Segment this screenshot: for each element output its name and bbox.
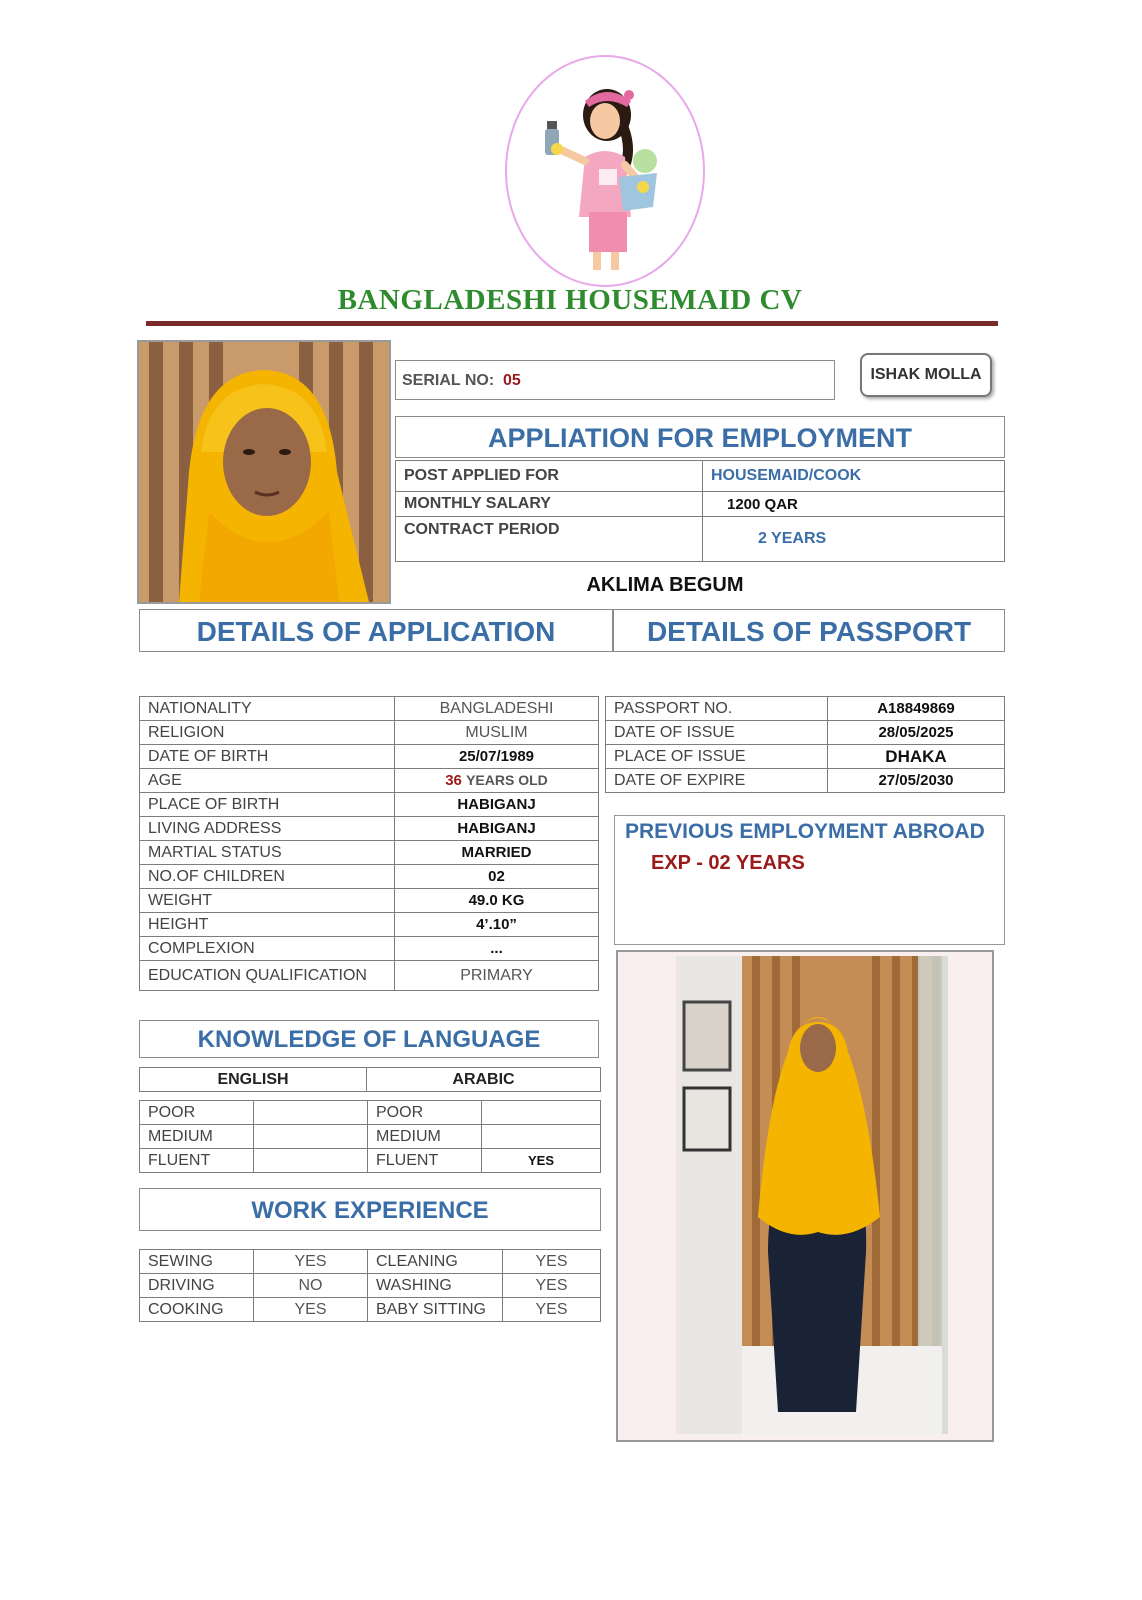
post-label: POST APPLIED FOR <box>396 461 703 492</box>
skill-label: BABY SITTING <box>368 1298 503 1322</box>
previous-employment-box <box>614 815 1005 945</box>
detail-value: HABIGANJ <box>395 793 599 817</box>
detail-label: WEIGHT <box>140 889 395 913</box>
detail-label: NO.OF CHILDREN <box>140 865 395 889</box>
table-row <box>606 697 1005 721</box>
language-heading-text: KNOWLEDGE OF LANGUAGE <box>197 1026 541 1053</box>
detail-label: NATIONALITY <box>140 697 395 721</box>
language-column-english: ENGLISH <box>140 1068 367 1092</box>
language-level: POOR <box>368 1101 482 1125</box>
detail-label: AGE <box>140 769 395 793</box>
table-row <box>140 913 599 937</box>
table-row <box>140 1250 601 1274</box>
previous-employment-heading: PREVIOUS EMPLOYMENT ABROAD <box>625 820 985 843</box>
detail-value: 4’.10” <box>395 913 599 937</box>
skill-label: DRIVING <box>140 1274 254 1298</box>
skill-label: CLEANING <box>368 1250 503 1274</box>
detail-value: MUSLIM <box>395 721 599 745</box>
contract-label: CONTRACT PERIOD <box>396 517 703 562</box>
skill-value: YES <box>503 1250 601 1274</box>
language-level: FLUENT <box>368 1149 482 1173</box>
work-experience-heading <box>139 1188 601 1231</box>
passport-value: A18849869 <box>828 697 1005 721</box>
passport-value: 28/05/2025 <box>828 721 1005 745</box>
table-row <box>396 492 1005 517</box>
detail-value: 02 <box>395 865 599 889</box>
table-row <box>140 1068 601 1092</box>
serial-box <box>395 360 835 400</box>
passport-label: PLACE OF ISSUE <box>606 745 828 769</box>
passport-table <box>605 696 1005 793</box>
portrait-photo <box>137 340 391 604</box>
title-divider <box>146 321 998 326</box>
detail-label: DATE OF BIRTH <box>140 745 395 769</box>
language-level: MEDIUM <box>140 1125 254 1149</box>
work-experience-heading-text: WORK EXPERIENCE <box>251 1197 489 1224</box>
housemaid-logo-icon <box>507 57 703 285</box>
arabic-value <box>482 1101 601 1125</box>
table-row <box>140 1298 601 1322</box>
language-heading <box>139 1020 599 1058</box>
contract-value: 2 YEARS <box>703 517 1005 562</box>
table-row <box>140 769 599 793</box>
table-row <box>396 461 1005 492</box>
detail-value: HABIGANJ <box>395 817 599 841</box>
agent-name-badge <box>860 353 992 397</box>
full-body-photo <box>616 950 994 1442</box>
detail-label: MARTIAL STATUS <box>140 841 395 865</box>
details-application-heading <box>139 609 613 652</box>
passport-label: DATE OF EXPIRE <box>606 769 828 793</box>
skill-label: WASHING <box>368 1274 503 1298</box>
table-row <box>140 1149 601 1173</box>
skill-value: YES <box>254 1298 368 1322</box>
table-row <box>140 745 599 769</box>
employment-table <box>395 460 1005 562</box>
table-row <box>140 937 599 961</box>
skill-label: COOKING <box>140 1298 254 1322</box>
detail-label: EDUCATION QUALIFICATION <box>140 961 395 991</box>
table-row <box>140 817 599 841</box>
agent-name: ISHAK MOLLA <box>870 366 982 383</box>
table-row <box>396 517 1005 562</box>
serial-value: 05 <box>503 372 521 389</box>
skill-value: YES <box>503 1274 601 1298</box>
detail-value: PRIMARY <box>395 961 599 991</box>
details-application-text: DETAILS OF APPLICATION <box>196 616 556 647</box>
table-row <box>140 793 599 817</box>
table-row <box>140 1125 601 1149</box>
detail-value: 25/07/1989 <box>395 745 599 769</box>
details-table <box>139 696 599 991</box>
age-unit: YEARS OLD <box>466 772 548 788</box>
detail-label: PLACE OF BIRTH <box>140 793 395 817</box>
detail-value: ... <box>395 937 599 961</box>
detail-label: COMPLEXION <box>140 937 395 961</box>
arabic-value: YES <box>482 1149 601 1173</box>
table-row <box>606 745 1005 769</box>
table-row <box>140 865 599 889</box>
detail-value: 49.0 KG <box>395 889 599 913</box>
language-level: FLUENT <box>140 1149 254 1173</box>
full-body-image-icon <box>618 952 992 1440</box>
detail-value: BANGLADESHI <box>395 697 599 721</box>
candidate-name: AKLIMA BEGUM <box>586 574 744 596</box>
table-row <box>140 889 599 913</box>
passport-value: 27/05/2030 <box>828 769 1005 793</box>
employment-heading-text: APPLIATION FOR EMPLOYMENT <box>488 423 912 453</box>
table-row <box>140 697 599 721</box>
document-title: BANGLADESHI HOUSEMAID CV <box>337 284 803 316</box>
detail-label: RELIGION <box>140 721 395 745</box>
language-table <box>139 1100 601 1173</box>
age-cell <box>395 769 599 793</box>
language-columns <box>139 1067 601 1092</box>
post-value: HOUSEMAID/COOK <box>703 461 1005 492</box>
passport-value: DHAKA <box>828 745 1005 769</box>
skill-value: NO <box>254 1274 368 1298</box>
skill-value: YES <box>254 1250 368 1274</box>
language-level: MEDIUM <box>368 1125 482 1149</box>
skill-label: SEWING <box>140 1250 254 1274</box>
portrait-image-icon <box>139 342 389 602</box>
language-column-arabic: ARABIC <box>367 1068 601 1092</box>
language-level: POOR <box>140 1101 254 1125</box>
table-row <box>606 769 1005 793</box>
table-row <box>140 961 599 991</box>
detail-label: LIVING ADDRESS <box>140 817 395 841</box>
table-row <box>140 721 599 745</box>
work-experience-table <box>139 1249 601 1322</box>
details-passport-text: DETAILS OF PASSPORT <box>646 616 972 647</box>
salary-label: MONTHLY SALARY <box>396 492 703 517</box>
table-row <box>140 841 599 865</box>
table-row <box>140 1274 601 1298</box>
english-value <box>254 1125 368 1149</box>
detail-label: HEIGHT <box>140 913 395 937</box>
serial-label: SERIAL NO: <box>402 372 495 389</box>
arabic-value <box>482 1125 601 1149</box>
salary-value: 1200 QAR <box>703 492 1005 517</box>
english-value <box>254 1101 368 1125</box>
skill-value: YES <box>503 1298 601 1322</box>
passport-label: PASSPORT NO. <box>606 697 828 721</box>
previous-employment-value: EXP - 02 YEARS <box>651 852 805 874</box>
passport-label: DATE OF ISSUE <box>606 721 828 745</box>
table-row <box>140 1101 601 1125</box>
age-number: 36 <box>445 772 462 789</box>
table-row <box>606 721 1005 745</box>
details-passport-heading <box>613 609 1005 652</box>
logo-circle <box>505 55 705 287</box>
detail-value: MARRIED <box>395 841 599 865</box>
employment-heading <box>395 416 1005 458</box>
english-value <box>254 1149 368 1173</box>
